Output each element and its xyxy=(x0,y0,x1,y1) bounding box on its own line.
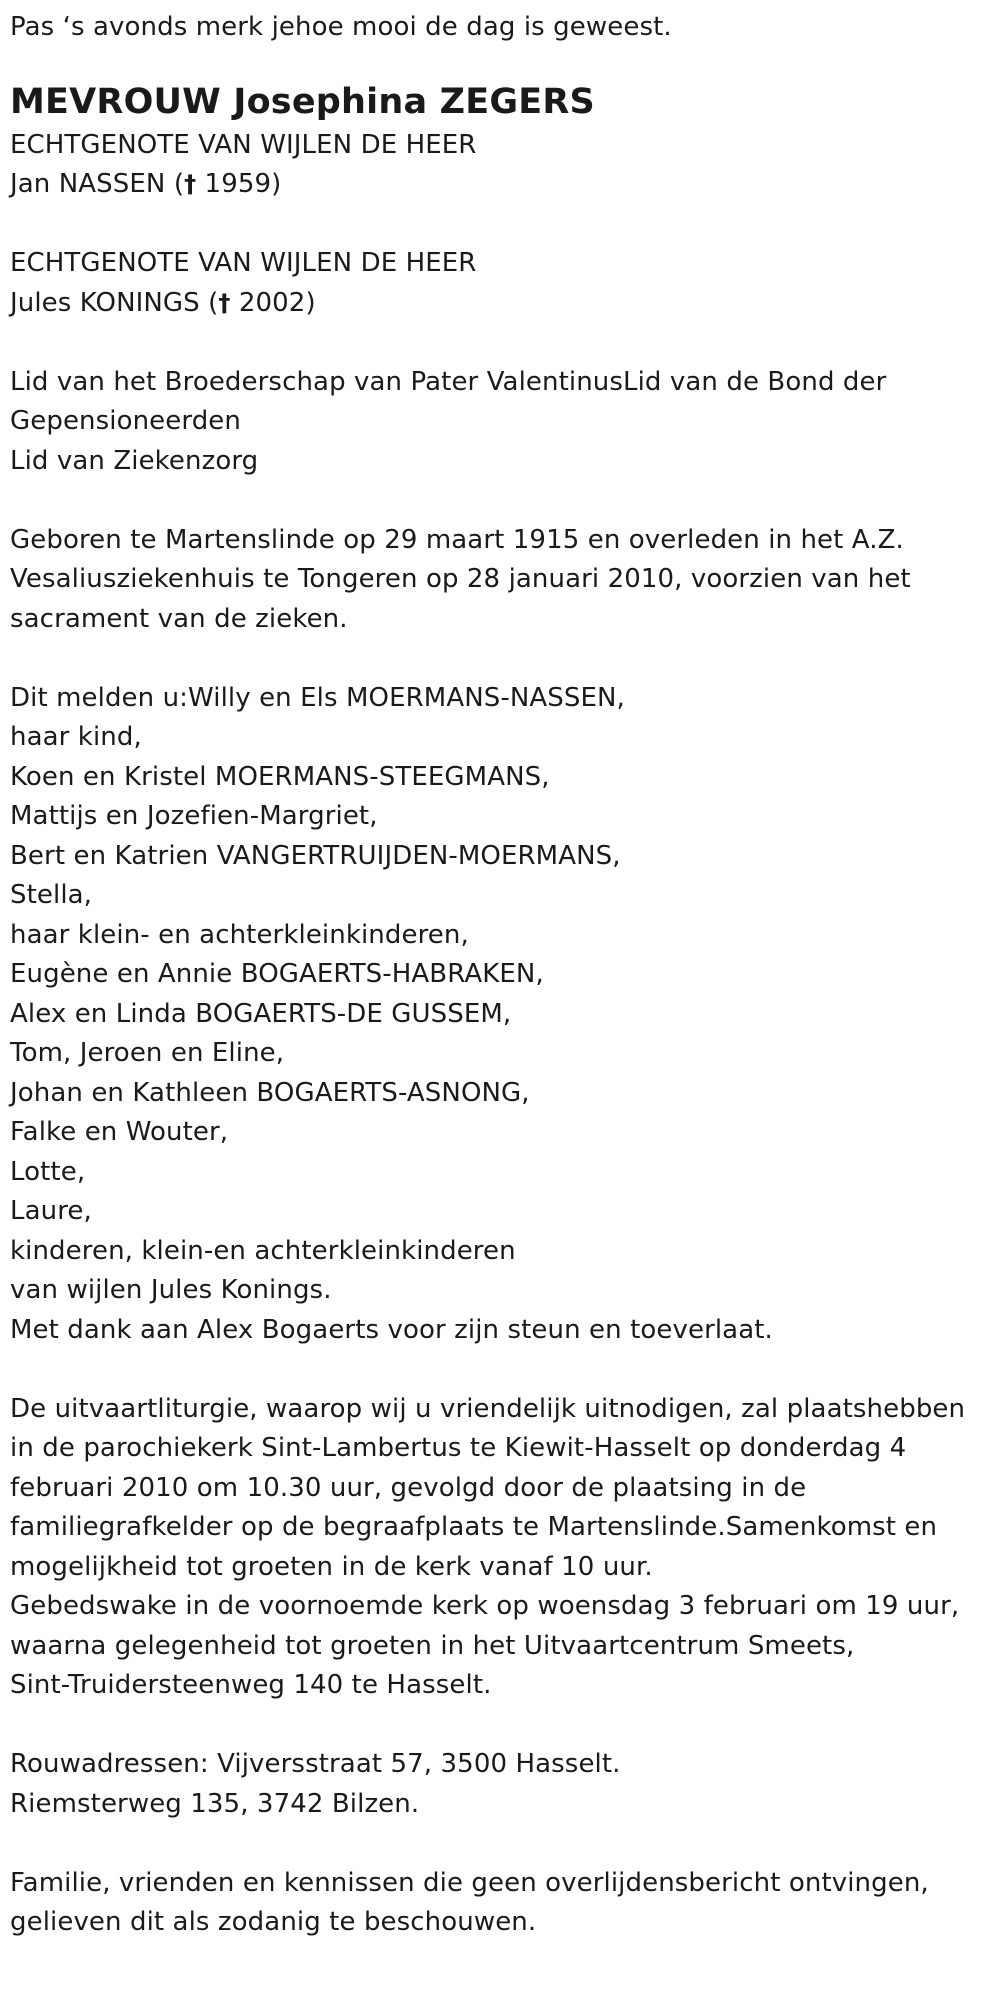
closing-line: Familie, vrienden en kennissen die geen overlijdensbericht ontvingen, xyxy=(10,1867,929,1898)
spouse1-name-line xyxy=(10,165,990,205)
funeral-line: in de parochiekerk Sint-Lambertus te Kiewit-Hasselt op donderdag 4 xyxy=(10,1433,907,1463)
spacer xyxy=(10,1706,990,1746)
announcer-line: Tom, Jeroen en Eline, xyxy=(10,1038,285,1068)
closing-line: gelieven dit als zodanig te beschouwen. xyxy=(10,1907,537,1937)
announcer-line: Stella, xyxy=(10,880,93,910)
spacer xyxy=(10,205,990,245)
birth-death-section xyxy=(10,521,990,640)
announcer-line: kinderen, klein-en achterkleinkinderen xyxy=(10,1235,516,1266)
memberships-section xyxy=(10,363,990,482)
deceased-name: MEVROUW Josephina ZEGERS xyxy=(10,81,595,122)
announcer-line: Alex en Linda BOGAERTS-DE GUSSEM, xyxy=(10,998,512,1029)
spacer xyxy=(10,481,990,521)
announcer-line: Met dank aan Alex Bogaerts voor zijn steun en toeverlaat. xyxy=(10,1314,773,1345)
cross-icon: † xyxy=(218,288,231,317)
announcer-line: haar kind, xyxy=(10,722,142,752)
closing-section xyxy=(10,1864,990,1943)
spouse2-name-line xyxy=(10,284,990,324)
membership-line: Lid van het Broederschap van Pater ValentinusLid van de Bond der xyxy=(10,366,887,397)
funeral-line: familiegrafkelder op de begraafplaats te Martenslinde.Samenkomst en xyxy=(10,1512,938,1542)
funeral-line: waarna gelegenheid tot groeten in het Uitvaartcentrum Smeets, xyxy=(10,1630,855,1661)
announcer-line: Dit melden u:Willy en Els MOERMANS-NASSEN, xyxy=(10,682,625,713)
spacer xyxy=(10,1350,990,1390)
cross-icon: † xyxy=(184,170,197,198)
spouse1-year: 1959) xyxy=(196,169,282,199)
membership-line: Lid van Ziekenzorg xyxy=(10,445,259,476)
addresses-section xyxy=(10,1745,990,1824)
announcer-line: haar klein- en achterkleinkinderen, xyxy=(10,919,469,950)
funeral-section xyxy=(10,1390,990,1706)
address-line: Rouwadressen: Vijversstraat 57, 3500 Hasselt. xyxy=(10,1749,621,1779)
announcer-line: Koen en Kristel MOERMANS-STEEGMANS, xyxy=(10,761,550,792)
announcer-line: Eugène en Annie BOGAERTS-HABRAKEN, xyxy=(10,959,544,989)
funeral-line: De uitvaartliturgie, waarop wij u vriendelijk uitnodigen, zal plaatshebben xyxy=(10,1393,966,1424)
announcer-line: Mattijs en Jozefien-Margriet, xyxy=(10,801,378,831)
spacer xyxy=(10,323,990,363)
announcer-line: Bert en Katrien VANGERTRUIJDEN-MOERMANS, xyxy=(10,840,621,871)
announcers-section xyxy=(10,679,990,1351)
spouse1-name: Jan NASSEN ( xyxy=(10,169,185,199)
announcer-line: van wijlen Jules Konings. xyxy=(10,1275,332,1305)
birth-death-line: sacrament van de zieken. xyxy=(10,603,348,634)
spouse1-title: ECHTGENOTE VAN WIJLEN DE HEER xyxy=(10,129,477,160)
spacer xyxy=(10,1824,990,1864)
birth-death-line: Geboren te Martenslinde op 29 maart 1915 en overleden in het A.Z. xyxy=(10,524,904,555)
funeral-line: februari 2010 om 10.30 uur, gevolgd door de plaatsing in de xyxy=(10,1472,807,1503)
spouse2-title: ECHTGENOTE VAN WIJLEN DE HEER xyxy=(10,248,477,278)
spouse2-year: 2002) xyxy=(230,287,316,318)
motto: Pas ‘s avonds merk jehoe mooi de dag is geweest. xyxy=(10,12,672,42)
funeral-line: mogelijkheid tot groeten in de kerk vanaf 10 uur. xyxy=(10,1551,653,1582)
membership-line: Gepensioneerden xyxy=(10,406,241,436)
funeral-line: Sint-Truidersteenweg 140 te Hasselt. xyxy=(10,1670,492,1700)
birth-death-line: Vesaliusziekenhuis te Tongeren op 28 januari 2010, voorzien van het xyxy=(10,564,911,594)
announcer-line: Falke en Wouter, xyxy=(10,1117,229,1147)
spacer xyxy=(10,639,990,679)
announcer-line: Lotte, xyxy=(10,1156,86,1187)
address-line: Riemsterweg 135, 3742 Bilzen. xyxy=(10,1788,420,1819)
announcer-line: Laure, xyxy=(10,1196,92,1226)
spouse2-name: Jules KONINGS ( xyxy=(10,287,219,318)
announcer-line: Johan en Kathleen BOGAERTS-ASNONG, xyxy=(10,1077,530,1108)
funeral-line: Gebedswake in de voornoemde kerk op woensdag 3 februari om 19 uur, xyxy=(10,1591,960,1621)
